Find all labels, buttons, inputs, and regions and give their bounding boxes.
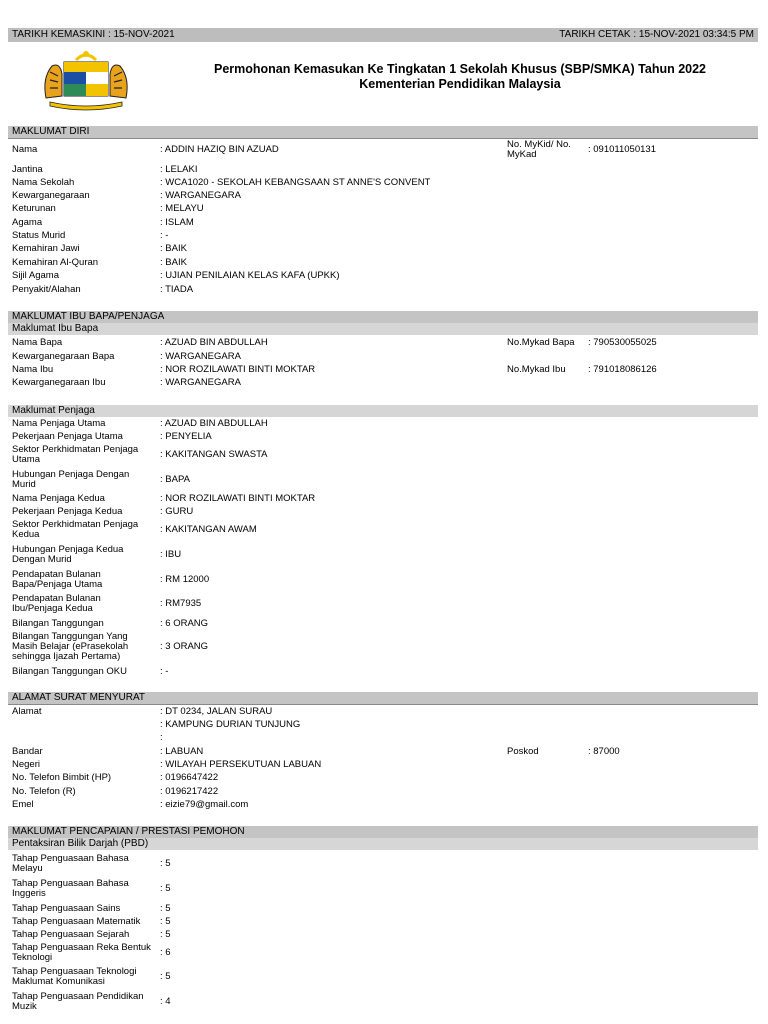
label-kewarganegaraan: Kewarganegaraan [12, 190, 90, 201]
label-bandar: Bandar [12, 746, 43, 757]
value-tp-sejarah: : 5 [160, 929, 171, 940]
section-maklumat-ibubapa [8, 311, 758, 323]
label-hubungan-penjaga: Hubungan Penjaga Dengan Murid [12, 469, 130, 490]
label-pendapatan-ibu: Pendapatan Bulanan Ibu/Penjaga Kedua [12, 593, 101, 614]
value-tp-muzik: : 4 [160, 996, 171, 1007]
value-tp-sains: : 5 [160, 903, 171, 914]
label-tp-tmk: Tahap Penguasaan Teknologi Maklumat Komunikasi [12, 966, 137, 987]
value-sektor-penjaga-kedua: : KAKITANGAN AWAM [160, 524, 257, 535]
subsection-title: Maklumat Ibu Bapa [12, 323, 99, 334]
subsection-maklumat-ibu-bapa [8, 323, 758, 335]
label-tanggungan-oku: Bilangan Tanggungan OKU [12, 666, 127, 677]
label-nama-bapa: Nama Bapa [12, 337, 63, 348]
label-nama-sekolah: Nama Sekolah [12, 177, 75, 188]
label-negeri: Negeri [12, 759, 40, 770]
section-alamat [8, 692, 758, 704]
print-date: TARIKH CETAK : 15-NOV-2021 03:34:5 PM [559, 29, 754, 40]
label-kewarganegaraan-ibu: Kewarganegaraan Ibu [12, 377, 106, 388]
value-kewarganegaraan-ibu: : WARGANEGARA [160, 377, 241, 388]
value-mykid: : 091011050131 [588, 144, 656, 155]
malaysia-coat-of-arms-logo [36, 48, 136, 112]
label-nama-penjaga-utama: Nama Penjaga Utama [12, 418, 106, 429]
value-agama: : ISLAM [160, 217, 194, 228]
value-nama: : ADDIN HAZIQ BIN AZUAD [160, 144, 279, 155]
label-tanggungan-belajar: Bilangan Tanggungan Yang Masih Belajar (ePrasekolah sehingga Ijazah Pertama) [12, 631, 129, 662]
value-emel: : eizie79@gmail.com [160, 799, 249, 810]
value-keturunan: : MELAYU [160, 203, 204, 214]
label-telefon-rumah: No. Telefon (R) [12, 786, 76, 797]
label-kemahiran-quran: Kemahiran Al-Quran [12, 257, 99, 268]
value-penyakit: : TIADA [160, 284, 194, 295]
value-sijil-agama: : UJIAN PENILAIAN KELAS KAFA (UPKK) [160, 270, 340, 281]
value-telefon-bimbit: : 0196647422 [160, 772, 219, 783]
label-mykid: No. MyKid/ No. MyKad [507, 139, 571, 160]
value-bandar: : LABUAN [160, 746, 204, 757]
section-title: MAKLUMAT DIRI [12, 126, 90, 137]
label-tp-sejarah: Tahap Penguasaan Sejarah [12, 929, 130, 940]
label-pekerjaan-penjaga-kedua: Pekerjaan Penjaga Kedua [12, 506, 123, 517]
value-alamat-line2: : KAMPUNG DURIAN TUNJUNG [160, 719, 301, 730]
label-tp-muzik: Tahap Penguasaan Pendidikan Muzik [12, 991, 144, 1012]
header-bar [8, 28, 758, 42]
subsection-title: Pentaksiran Bilik Darjah (PBD) [12, 838, 149, 849]
label-tp-bahasa-inggeris: Tahap Penguasaan Bahasa Inggeris [12, 878, 129, 899]
value-tp-matematik: : 5 [160, 916, 171, 927]
section-title: ALAMAT SURAT MENYURAT [12, 692, 145, 703]
value-nama-sekolah: : WCA1020 - SEKOLAH KEBANGSAAN ST ANNE'S CONVENT [160, 177, 431, 188]
value-tanggungan-oku: : - [160, 666, 169, 677]
value-sektor-penjaga-utama: : KAKITANGAN SWASTA [160, 449, 268, 460]
value-nama-penjaga-utama: : AZUAD BIN ABDULLAH [160, 418, 268, 429]
label-kemahiran-jawi: Kemahiran Jawi [12, 243, 80, 254]
value-bilangan-tanggungan: : 6 ORANG [160, 618, 209, 629]
value-mykad-bapa: : 790530055025 [588, 337, 657, 348]
label-emel: Emel [12, 799, 34, 810]
divider [8, 138, 758, 139]
subsection-title: Maklumat Penjaga [12, 405, 95, 416]
label-tp-matematik: Tahap Penguasaan Matematik [12, 916, 141, 927]
subsection-pbd [8, 838, 758, 850]
value-tp-rbt: : 6 [160, 947, 171, 958]
value-kemahiran-jawi: : BAIK [160, 243, 187, 254]
label-alamat: Alamat [12, 706, 42, 717]
value-tanggungan-belajar: : 3 ORANG [160, 641, 209, 652]
updated-date: TARIKH KEMASKINI : 15-NOV-2021 [12, 29, 175, 40]
value-hubungan-penjaga-kedua: : IBU [160, 549, 182, 560]
label-penyakit: Penyakit/Alahan [12, 284, 81, 295]
label-tp-sains: Tahap Penguasaan Sains [12, 903, 121, 914]
value-jantina: : LELAKI [160, 164, 198, 175]
section-title: MAKLUMAT IBU BAPA/PENJAGA [12, 311, 165, 322]
value-pekerjaan-penjaga-utama: : PENYELIA [160, 431, 212, 442]
value-status-murid: : - [160, 230, 169, 241]
label-nama-ibu: Nama Ibu [12, 364, 54, 375]
label-mykad-bapa: No.Mykad Bapa [507, 337, 575, 348]
label-telefon-bimbit: No. Telefon Bimbit (HP) [12, 772, 112, 783]
label-agama: Agama [12, 217, 43, 228]
label-tp-bahasa-melayu: Tahap Penguasaan Bahasa Melayu [12, 853, 129, 874]
value-mykad-ibu: : 791018086126 [588, 364, 657, 375]
value-nama-penjaga-kedua: : NOR ROZILAWATI BINTI MOKTAR [160, 493, 316, 504]
title-line-1: Permohonan Kemasukan Ke Tingkatan 1 Sekolah Khusus (SBP/SMKA) Tahun 2022 [213, 62, 707, 76]
value-nama-bapa: : AZUAD BIN ABDULLAH [160, 337, 268, 348]
value-pendapatan-ibu: : RM7935 [160, 598, 202, 609]
label-tp-rbt: Tahap Penguasaan Reka Bentuk Teknologi [12, 942, 151, 963]
value-nama-ibu: : NOR ROZILAWATI BINTI MOKTAR [160, 364, 316, 375]
section-maklumat-diri [8, 126, 758, 138]
label-pendapatan-bapa: Pendapatan Bulanan Bapa/Penjaga Utama [12, 569, 103, 590]
label-kewarganegaraan-bapa: Kewarganegaraan Bapa [12, 351, 115, 362]
section-title: MAKLUMAT PENCAPAIAN / PRESTASI PEMOHON [12, 826, 245, 837]
value-kewarganegaraan: : WARGANEGARA [160, 190, 241, 201]
label-mykad-ibu: No.Mykad Ibu [507, 364, 566, 375]
label-jantina: Jantina [12, 164, 43, 175]
label-bilangan-tanggungan: Bilangan Tanggungan [12, 618, 104, 629]
label-status-murid: Status Murid [12, 230, 66, 241]
value-poskod: : 87000 [588, 746, 620, 757]
label-nama-penjaga-kedua: Nama Penjaga Kedua [12, 493, 105, 504]
label-poskod: Poskod [507, 746, 539, 757]
label-hubungan-penjaga-kedua: Hubungan Penjaga Kedua Dengan Murid [12, 544, 124, 565]
label-nama: Nama [12, 144, 38, 155]
value-telefon-rumah: : 0196217422 [160, 786, 219, 797]
divider [8, 704, 758, 705]
value-alamat-line1: : DT 0234, JALAN SURAU [160, 706, 273, 717]
subsection-maklumat-penjaga [8, 405, 758, 417]
label-sektor-penjaga-utama: Sektor Perkhidmatan Penjaga Utama [12, 444, 139, 465]
value-kemahiran-quran: : BAIK [160, 257, 187, 268]
value-tp-tmk: : 5 [160, 971, 171, 982]
value-hubungan-penjaga: : BAPA [160, 474, 190, 485]
label-sijil-agama: Sijil Agama [12, 270, 59, 281]
value-tp-bahasa-melayu: : 5 [160, 858, 171, 869]
value-alamat-line3: : [160, 732, 163, 743]
label-sektor-penjaga-kedua: Sektor Perkhidmatan Penjaga Kedua [12, 519, 139, 540]
value-pendapatan-bapa: : RM 12000 [160, 574, 210, 585]
value-tp-bahasa-inggeris: : 5 [160, 883, 171, 894]
section-pencapaian [8, 826, 758, 838]
label-pekerjaan-penjaga-utama: Pekerjaan Penjaga Utama [12, 431, 123, 442]
value-kewarganegaraan-bapa: : WARGANEGARA [160, 351, 241, 362]
document-title [200, 62, 720, 92]
value-negeri: : WILAYAH PERSEKUTUAN LABUAN [160, 759, 322, 770]
value-pekerjaan-penjaga-kedua: : GURU [160, 506, 194, 517]
title-line-2: Kementerian Pendidikan Malaysia [359, 77, 561, 91]
label-keturunan: Keturunan [12, 203, 56, 214]
